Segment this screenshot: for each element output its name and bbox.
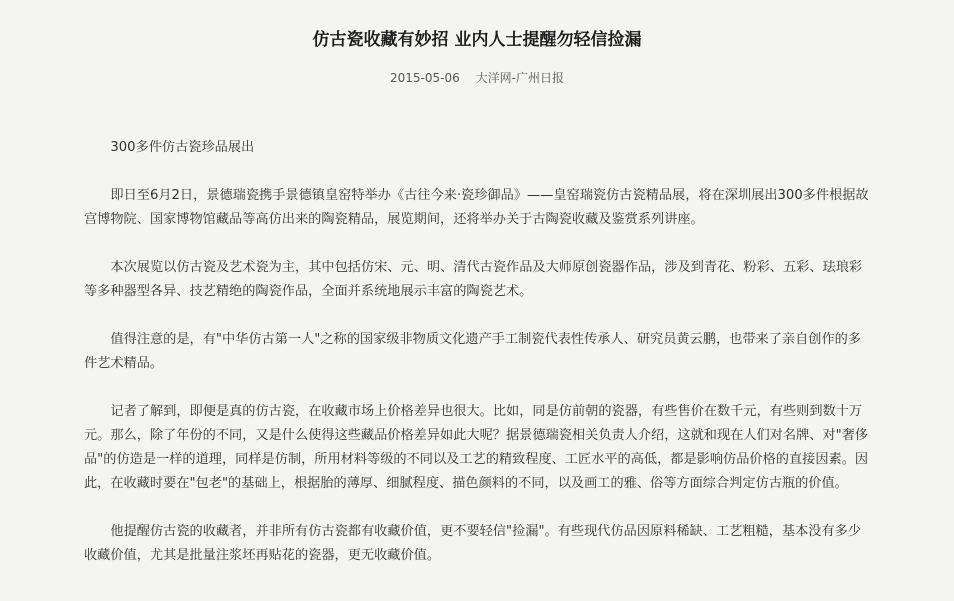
article-title: 仿古瓷收藏有妙招 业内人士提醒勿轻信捡漏 [312,30,642,50]
article-source: 大洋网-广州日报 [475,71,564,85]
publish-date: 2015-05-06 [390,71,460,85]
paragraph: 值得注意的是，有"中华仿古第一人"之称的国家级非物质文化遗产手工制瓷代表性传承人、研究员黄云鹏，也带来了亲自创作的多件艺术精品。 [84,332,862,371]
paragraph: 记者了解到，即便是真的仿古瓷，在收藏市场上价格差异也很大。比如，同是仿前朝的瓷器，有些售价在数千元，有些则到数十万元。那么，除了年份的不同，又是什么使得这些藏品价格差异如此大呢？据景德瑞瓷相关负责人介绍，这就和现在人们对名牌、对"奢侈品"的仿造是一样的道理，同样是仿制，所用材料等级的不同以及工艺的精致程度、工匠水平的高低，都是影响仿品价格的直接因素。因此，在收藏时要在"包老"的基础上，根据胎的薄厚、细腻程度、描色颜料的不同，以及画工的雅、俗等方面综合判定仿古瓶的价值。 [84,404,869,491]
paragraph: 他提醒仿古瓷的收藏者，并非所有仿古瓷都有收藏价值，更不要轻信"捡漏"。有些现代仿品因原料稀缺、工艺粗糙，基本没有多少收藏价值，尤其是批量注浆坯再贴花的瓷器，更无收藏价值。 [84,524,862,563]
article-body [84,136,870,568]
paragraph: 本次展览以仿古瓷及艺术瓷为主，其中包括仿宋、元、明、清代古瓷作品及大师原创瓷器作品，涉及到青花、粉彩、五彩、珐琅彩等多种器型各异、技艺精绝的陶瓷作品，全面并系统地展示丰富的陶瓷艺术。 [84,260,863,299]
article-meta [84,70,870,86]
paragraph-subheading: 300多件仿古瓷珍品展出 [110,140,255,155]
paragraph: 即日至6月2日，景德瑞瓷携手景德镇皇窑特举办《古往今来·瓷珍御品》——皇窑瑞瓷仿古瓷精品展，将在深圳展出300多件根据故宫博物院、国家博物馆藏品等高仿出来的陶瓷精品，展览期间，还将举办关于古陶瓷收藏及鉴赏系列讲座。 [84,188,869,227]
